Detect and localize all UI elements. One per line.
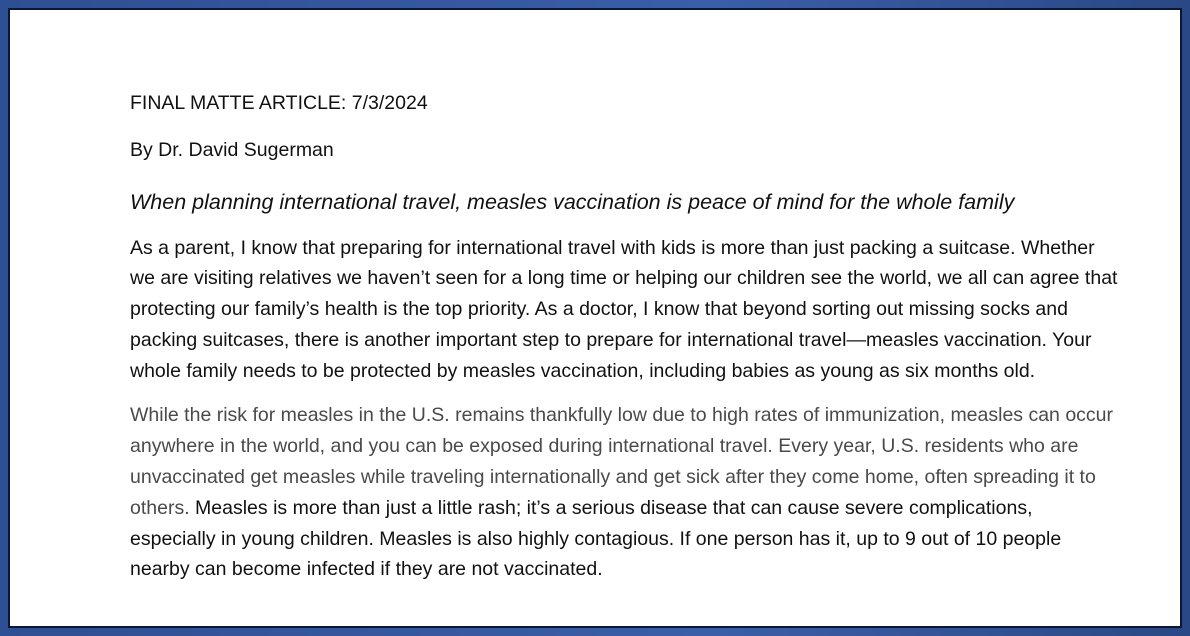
paragraph-2-text: Measles is more than just a little rash; it’s a serious disease that can cause severe complications, especially in young children. Measles is also highly contagious. If one person has it, up to 9 out of 10 people nearby can become infected if they are not vaccinated.	[130, 496, 1062, 581]
document-body	[130, 88, 1120, 599]
paragraph-2	[130, 400, 1120, 585]
paragraph-1: As a parent, I know that preparing for international travel with kids is more than just packing a suitcase. Whether we are visiting relatives we haven’t seen for a long time or helping our children see the world, we all can agree that protecting our family’s health is the top priority. As a doctor, I know that beyond sorting out missing socks and packing suitcases, there is another important step to prepare for international travel—measles vaccination. Your whole family needs to be protected by measles vaccination, including babies as young as six months old.	[130, 236, 1118, 382]
author-byline: By Dr. David Sugerman	[130, 139, 334, 161]
document-page	[8, 8, 1182, 628]
article-subhead: When planning international travel, measles vaccination is peace of mind for the whole family	[130, 189, 1015, 214]
document-title: FINAL MATTE ARTICLE: 7/3/2024	[130, 92, 428, 114]
paragraph-2-highlighted-text: While the risk for measles in the U.S. remains thankfully low due to high rates of immunization, measles can occur anywhere in the world, and you can be exposed during international travel. Every year, U.S. residents who are unvaccinated get measles while traveling internationally and get sick after they come home, often spreading it to others.	[130, 404, 1114, 519]
